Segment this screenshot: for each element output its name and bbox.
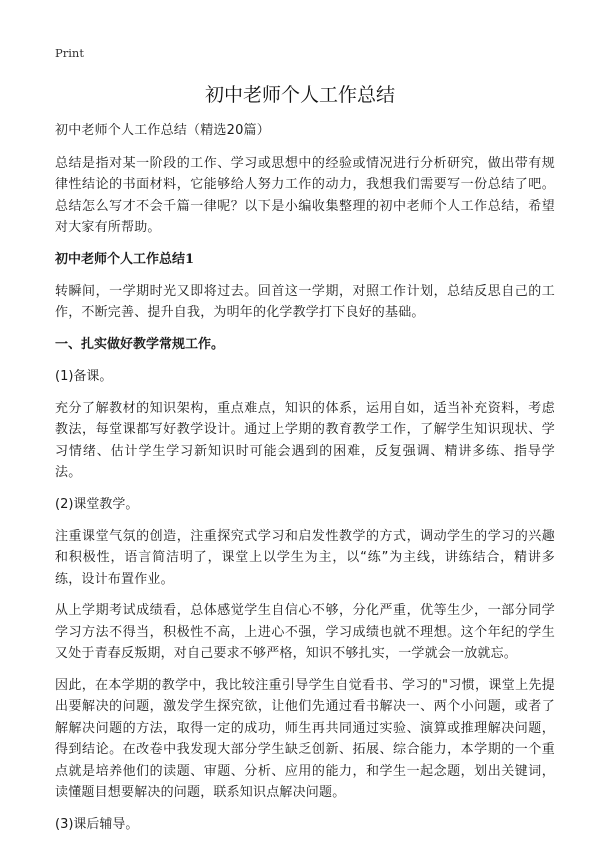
document-body: [55, 120, 555, 846]
lesson-prep-paragraph: 充分了解教材的知识架构，重点难点，知识的体系，运用自如，适当补充资料，考虑教法，每堂课都写好教学设计。通过上学期的教育教学工作，了解学生知识现状、学习情绪、估计学生学习新知识时可能会遇到的困难，反复强调、精讲多练、指导学法。: [55, 400, 555, 480]
intro-paragraph: 总结是指对某一阶段的工作、学习或思想中的经验或情况进行分析研究，做出带有规律性结论的书面材料，它能够给人努力工作的动力，我想我们需要写一份总结了吧。总结怎么写才不会千篇一律呢？以下是小编收集整理的初中老师个人工作总结，希望对大家有所帮助。: [55, 155, 555, 235]
item-label-tutoring: (3)课后辅导。: [55, 816, 139, 832]
section-heading: 初中老师个人工作总结1: [55, 251, 195, 267]
item-label-lesson-prep: (1)备课。: [55, 368, 113, 384]
document-subtitle: 初中老师个人工作总结（精选20篇）: [55, 123, 270, 138]
part-heading: 一、扎实做好教学常规工作。: [55, 336, 225, 352]
classroom-paragraph-1: 注重课堂气氛的创造，注重探究式学习和启发性教学的方式，调动学生的学习的兴趣和积极性，语言简洁明了，课堂上以学生为主，以“练”为主线，讲练结合，精讲多练，设计布置作业。: [55, 528, 555, 587]
document-title: 初中老师个人工作总结: [204, 84, 395, 106]
classroom-paragraph-2: 从上学期考试成绩看，总体感觉学生自信心不够，分化严重，优等生少，一部分同学学习方法不得当，积极性不高，上进心不强，学习成绩也就不理想。这个年纪的学生又处于青春反叛期，对自己要求不够严格，知识不够扎实，一学就会一放就忘。: [55, 603, 555, 661]
item-label-classroom: (2)课堂教学。: [55, 496, 139, 512]
classroom-paragraph-3: 因此，在本学期的教学中，我比较注重引导学生自觉看书、学习的"习惯，课堂上先提出要解决的问题，激发学生探究欲，让他们先通过看书解决一、两个小问题，或者了解解决问题的方法，取得一定的成功，师生再共同通过实验、演算或推理解决问题，得到结论。在改卷中我发现大部分学生缺乏创新、拓展、综合能力，本学期的一个重点就是培养他们的读题、审题、分析、应用的能力，和学生一起念题，划出关键词，读懂题目想要解决的问题，联系知识点解决问题。: [55, 677, 555, 800]
print-link[interactable]: Print: [55, 46, 84, 60]
section-intro-paragraph: 转瞬间，一学期时光又即将过去。回首这一学期，对照工作计划，总结反思自己的工作，不断完善、提升自我，为明年的化学教学打下良好的基础。: [55, 283, 555, 320]
